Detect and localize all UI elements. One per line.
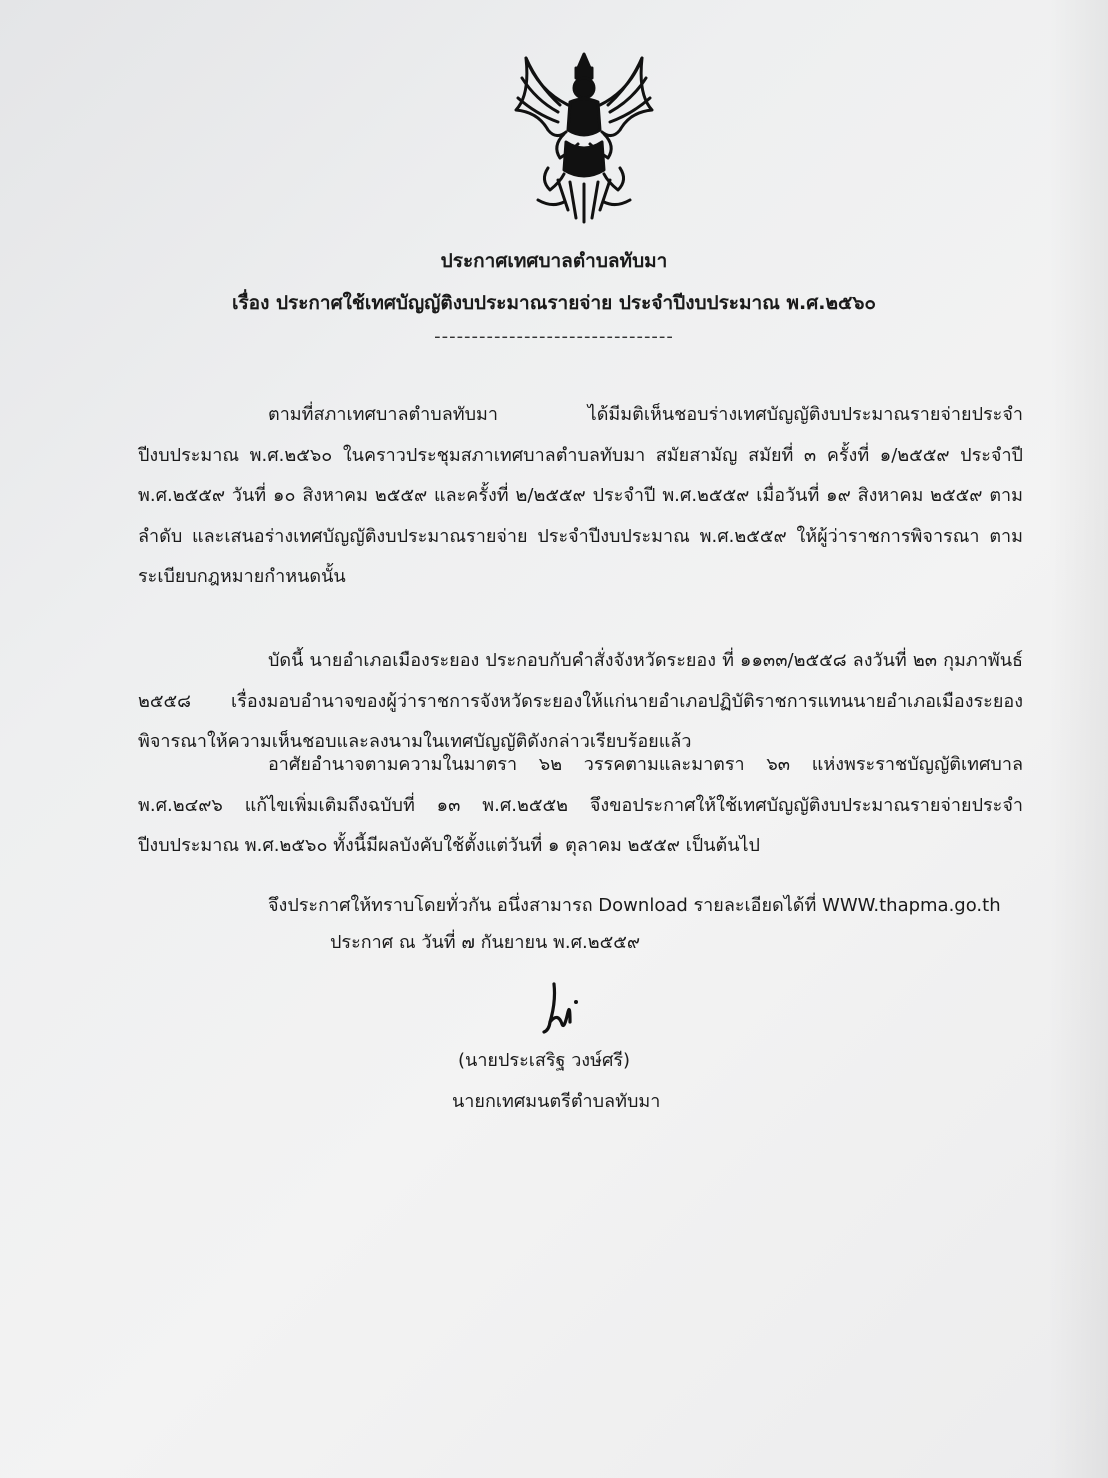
paragraph-2: บัดนี้ นายอำเภอเมืองระยอง ประกอบกับคำสั่งจังหวัดระยอง ที่ ๑๑๓๓/๒๕๕๘ ลงวันที่ ๒๓ กุมภาพันธ์ ๒๕๕๘ เรื่องมอบอำนาจของผู้ว่าราชการจังหวัดระยองให้แก่นายอำเภอปฏิบัติราชการแทนนายอำเภอเมืองระยอง พิจารณาให้ความเห็นชอบและลงนามในเทศบัญญัติดังกล่าวเรียบร้อยแล้ว (138, 650, 1023, 752)
title-divider: -------------------------------- (434, 326, 674, 347)
signer-position: นายกเทศมนตรีตำบลทับมา (452, 1091, 661, 1112)
signature-icon (540, 982, 580, 1034)
page-shadow (1048, 0, 1108, 1478)
paragraph-3: อาศัยอำนาจตามความในมาตรา ๖๒ วรรคตามและมาตรา ๖๓ แห่งพระราชบัญญัติเทศบาล พ.ศ.๒๔๙๖ แก้ไขเพิ่มเติมถึงฉบับที่ ๑๓ พ.ศ.๒๕๕๒ จึงขอประกาศให้ใช้เทศบัญญัติงบประมาณรายจ่ายประจำปีงบประมาณ พ.ศ.๒๕๖๐ ทั้งนี้มีผลบังคับใช้ตั้งแต่วันที่ ๑ ตุลาคม ๒๕๕๙ เป็นต้นไป (138, 754, 1023, 856)
announcement-date: ประกาศ ณ วันที่ ๗ กันยายน พ.ศ.๒๕๕๙ (330, 932, 641, 953)
document-subject: เรื่อง ประกาศใช้เทศบัญญัติงบประมาณรายจ่าย ประจำปีงบประมาณ พ.ศ.๒๕๖๐ (231, 292, 877, 314)
garuda-emblem-icon (508, 50, 660, 225)
document-title: ประกาศเทศบาลตำบลทับมา (440, 250, 668, 272)
signer-name: (นายประเสริฐ วงษ์ศรี) (458, 1050, 631, 1071)
paragraph-1: ตามที่สภาเทศบาลตำบลทับมา ได้มีมติเห็นชอบร่างเทศบัญญัติงบประมาณรายจ่ายประจำปีงบประมาณ พ.ศ.๒๕๖๐ ในคราวประชุมสภาเทศบาลตำบลทับมา สมัยสามัญ สมัยที่ ๓ ครั้งที่ ๑/๒๕๕๙ ประจำปี พ.ศ.๒๕๕๙ วันที่ ๑๐ สิงหาคม ๒๕๕๙ และครั้งที่ ๒/๒๕๕๙ ประจำปี พ.ศ.๒๕๕๙ เมื่อวันที่ ๑๙ สิงหาคม ๒๕๕๙ ตามลำดับ และเสนอร่างเทศบัญญัติงบประมาณรายจ่าย ประจำปีงบประมาณ พ.ศ.๒๕๕๙ ให้ผู้ว่าราชการพิจารณา ตามระเบียบกฎหมายกำหนดนั้น (138, 404, 1023, 587)
paragraph-4: จึงประกาศให้ทราบโดยทั่วกัน อนึ่งสามารถ Download รายละเอียดได้ที่ WWW.thapma.go.th (268, 895, 1001, 916)
